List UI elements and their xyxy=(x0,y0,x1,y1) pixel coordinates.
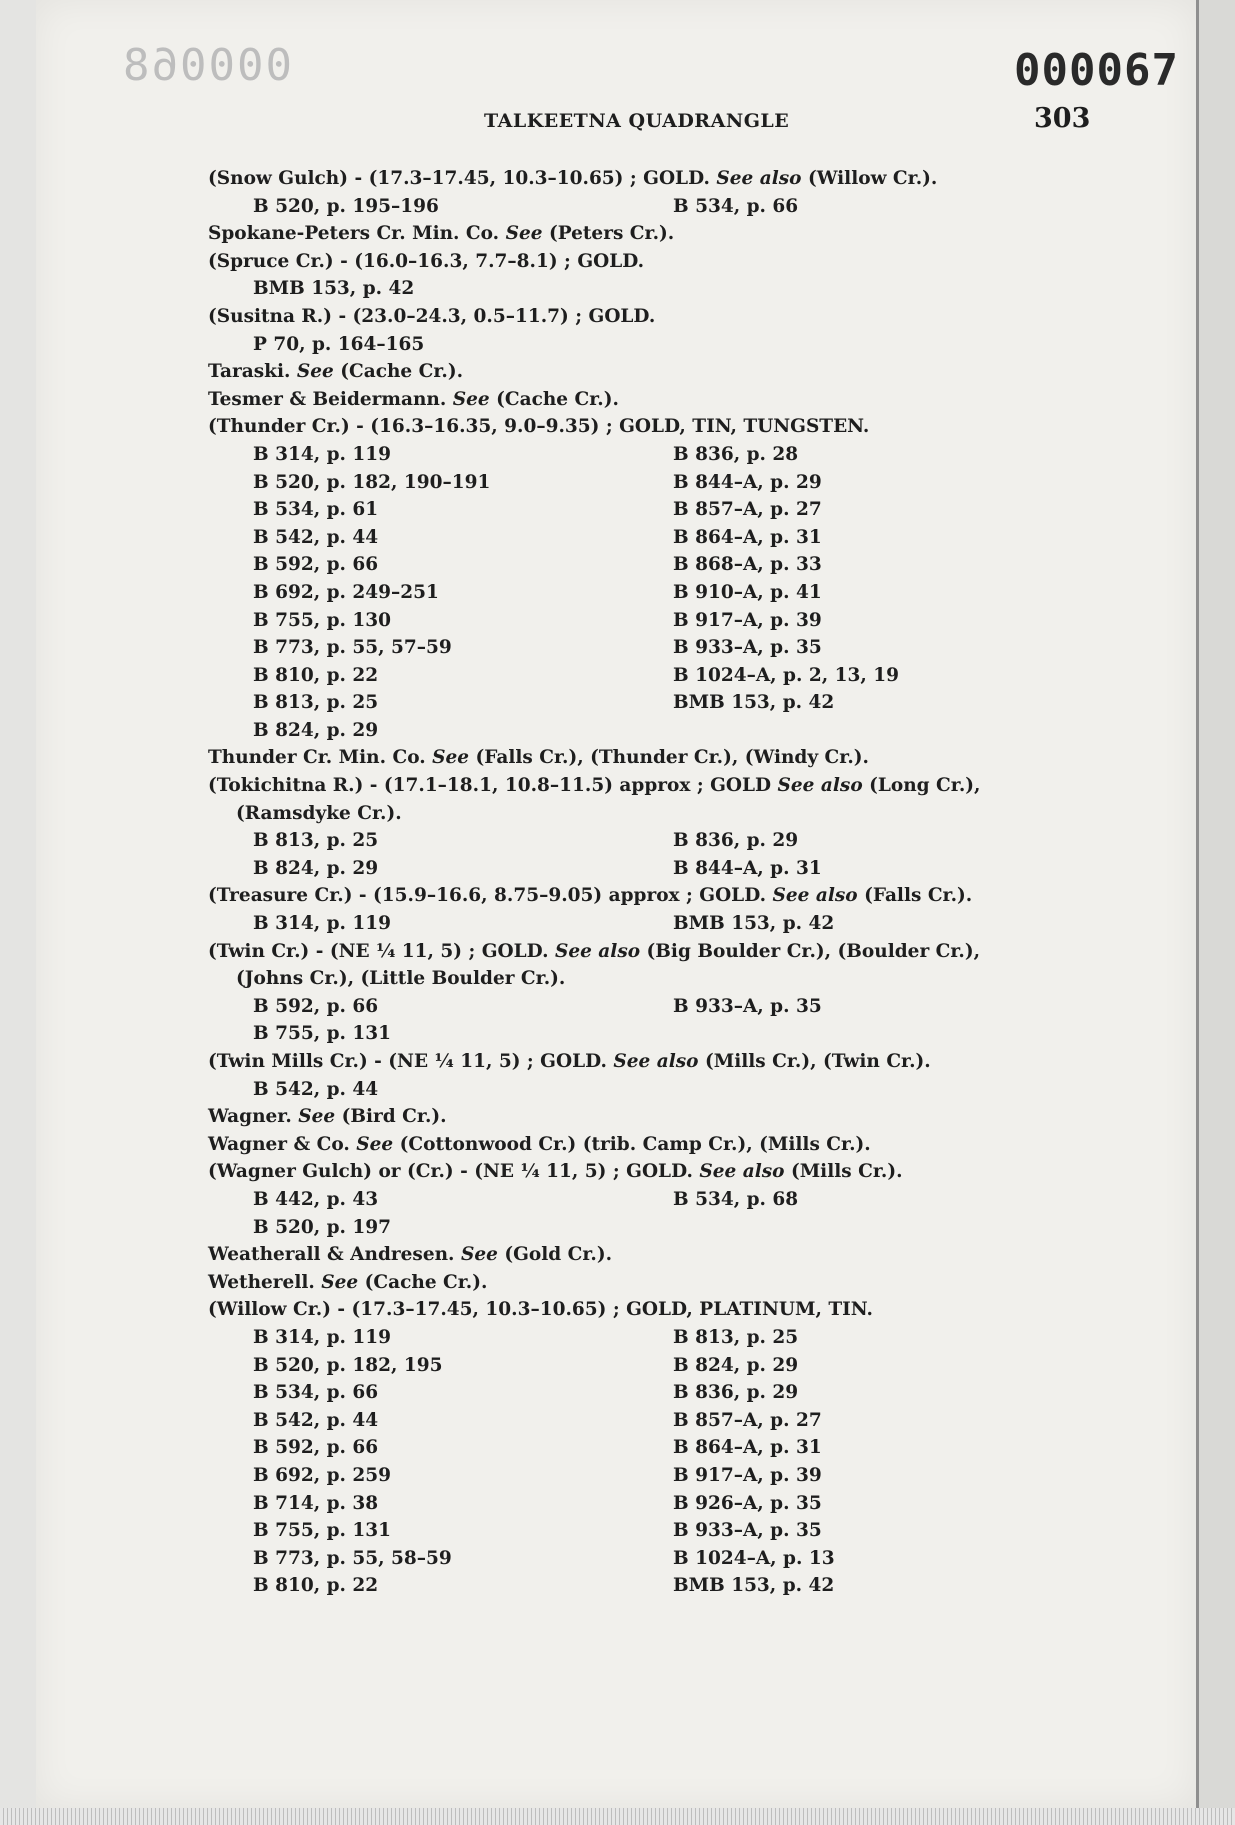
entry-heading xyxy=(208,1296,1108,1324)
bibliographic-reference: B 542, p. 44 xyxy=(253,1078,379,1100)
entry-title: Tesmer & Beidermann. xyxy=(208,388,447,410)
bibliographic-reference: B 534, p. 61 xyxy=(253,499,379,521)
cross-reference: (Gold Cr.). xyxy=(504,1244,613,1266)
index-entry xyxy=(208,413,1108,744)
index-entry xyxy=(208,938,1108,1048)
bibliographic-reference: B 773, p. 55, 58–59 xyxy=(253,1547,452,1569)
entry-title: Thunder Cr. Min. Co. xyxy=(208,747,426,769)
bibliographic-reference: B 314, p. 119 xyxy=(253,1326,392,1348)
index-entry xyxy=(208,772,1108,882)
bibliographic-reference: BMB 153, p. 42 xyxy=(253,278,415,300)
cross-reference: (Peters Cr.). xyxy=(548,223,675,245)
index-entry xyxy=(208,1269,1108,1297)
page-stamp: 000067 xyxy=(1014,45,1179,96)
bibliographic-reference: B 1024–A, p. 13 xyxy=(673,1547,835,1569)
bibliographic-reference: B 864–A, p. 31 xyxy=(673,526,822,548)
bibliographic-reference: BMB 153, p. 42 xyxy=(673,692,835,714)
bibliographic-reference: B 857–A, p. 27 xyxy=(673,499,822,521)
bibliographic-reference: B 910–A, p. 41 xyxy=(673,581,822,603)
index-entry xyxy=(208,220,1108,248)
entry-heading xyxy=(208,165,1108,193)
index-entries xyxy=(208,165,1108,1600)
bibliographic-reference: B 926–A, p. 35 xyxy=(673,1492,822,1514)
index-entry xyxy=(208,1048,1108,1103)
bibliographic-reference: B 824, p. 29 xyxy=(673,1354,799,1376)
see-reference: See also xyxy=(777,775,863,797)
bibliographic-reference xyxy=(673,717,1093,745)
running-head: TALKEETNA QUADRANGLE xyxy=(484,110,790,132)
bibliographic-reference: B 534, p. 68 xyxy=(673,1188,799,1210)
see-reference: See xyxy=(432,747,470,769)
cross-reference: (Falls Cr.), (Thunder Cr.), (Windy Cr.). xyxy=(475,747,869,769)
entry-heading xyxy=(208,1103,1108,1131)
index-entry xyxy=(208,1241,1108,1269)
entry-title: Wetherell. xyxy=(208,1271,315,1293)
reference-list xyxy=(208,275,1108,303)
see-reference: See xyxy=(298,1106,336,1128)
index-entry xyxy=(208,744,1108,772)
bibliographic-reference: B 836, p. 29 xyxy=(673,1382,799,1404)
see-reference: See xyxy=(296,361,334,383)
index-entry xyxy=(208,358,1108,386)
bibliographic-reference: B 314, p. 119 xyxy=(253,443,392,465)
entry-title: (Treasure Cr.) - (15.9–16.6, 8.75–9.05) approx ; GOLD. xyxy=(208,885,767,907)
entry-title: (Susitna R.) - (23.0–24.3, 0.5–11.7) ; GOLD. xyxy=(208,305,656,327)
entry-heading xyxy=(208,1048,1108,1076)
page-number: 303 xyxy=(1034,103,1091,134)
bibliographic-reference: BMB 153, p. 42 xyxy=(673,913,835,935)
bibliographic-reference: B 813, p. 25 xyxy=(253,830,379,852)
index-entry xyxy=(208,1158,1108,1241)
bibliographic-reference: B 836, p. 28 xyxy=(673,443,799,465)
bibliographic-reference: B 755, p. 130 xyxy=(253,609,392,631)
index-entry xyxy=(208,165,1108,220)
see-reference: See also xyxy=(613,1051,699,1072)
entry-title: Wagner & Co. xyxy=(208,1133,350,1155)
bibliographic-reference: B 542, p. 44 xyxy=(253,1409,379,1431)
see-reference: See xyxy=(452,388,490,410)
bibliographic-reference: P 70, p. 164–165 xyxy=(253,333,425,355)
entry-heading xyxy=(208,303,1108,331)
bibliographic-reference: B 824, p. 29 xyxy=(253,719,379,741)
bibliographic-reference: B 520, p. 182, 190–191 xyxy=(253,471,491,493)
cross-reference: (Cache Cr.). xyxy=(364,1271,488,1293)
bibliographic-reference: B 810, p. 22 xyxy=(253,1575,379,1597)
entry-heading xyxy=(208,882,1108,910)
entry-heading xyxy=(208,1158,1108,1186)
index-entry xyxy=(208,882,1108,937)
entry-heading xyxy=(208,220,1108,248)
entry-title: (Tokichitna R.) - (17.1–18.1, 10.8–11.5) approx ; GOLD xyxy=(208,775,772,797)
entry-title: (Spruce Cr.) - (16.0–16.3, 7.7–8.1) ; GOLD. xyxy=(208,250,645,272)
bibliographic-reference: B 592, p. 66 xyxy=(253,554,379,576)
entry-heading xyxy=(208,938,1108,966)
entry-heading xyxy=(208,386,1108,414)
cross-reference: (Bird Cr.). xyxy=(341,1106,447,1128)
bibliographic-reference: B 534, p. 66 xyxy=(253,1382,379,1404)
index-entry xyxy=(208,1131,1108,1159)
bibliographic-reference xyxy=(673,1214,1093,1242)
reference-list xyxy=(208,1324,1108,1600)
index-entry xyxy=(208,1103,1108,1131)
bibliographic-reference: B 520, p. 197 xyxy=(253,1216,392,1238)
entry-title: (Willow Cr.) - (17.3–17.45, 10.3–10.65) ; GOLD, PLATINUM, TIN. xyxy=(208,1299,873,1321)
cross-reference: (Willow Cr.). xyxy=(807,168,938,189)
entry-heading xyxy=(208,772,1108,800)
reference-list xyxy=(208,331,1108,359)
bibliographic-reference: B 933–A, p. 35 xyxy=(673,995,822,1017)
entry-heading xyxy=(208,744,1108,772)
bibliographic-reference xyxy=(673,1020,1093,1048)
bibliographic-reference: B 857–A, p. 27 xyxy=(673,1409,822,1431)
bibliographic-reference: B 592, p. 66 xyxy=(253,1437,379,1459)
entry-continuation: (Ramsdyke Cr.). xyxy=(236,802,402,824)
reference-list xyxy=(208,193,1108,221)
bibliographic-reference: B 520, p. 195–196 xyxy=(253,195,439,217)
ghost-page-stamp: 000068 xyxy=(121,40,292,91)
cross-reference: (Cache Cr.). xyxy=(496,388,619,410)
entry-title: Spokane-Peters Cr. Min. Co. xyxy=(208,223,500,245)
bibliographic-reference: B 917–A, p. 39 xyxy=(673,609,822,631)
scan-bottom-edge xyxy=(0,1808,1235,1825)
entry-title: (Twin Cr.) - (NE ¼ 11, 5) ; GOLD. xyxy=(208,940,549,962)
bibliographic-reference: B 692, p. 259 xyxy=(253,1464,392,1486)
bibliographic-reference: B 864–A, p. 31 xyxy=(673,1437,822,1459)
entry-heading xyxy=(208,1269,1108,1297)
bibliographic-reference: B 1024–A, p. 2, 13, 19 xyxy=(673,664,899,686)
bibliographic-reference: B 844–A, p. 29 xyxy=(673,471,822,493)
bibliographic-reference: B 755, p. 131 xyxy=(253,1023,392,1045)
index-entry xyxy=(208,303,1108,358)
see-reference: See xyxy=(505,223,543,245)
see-reference: See xyxy=(321,1271,359,1293)
entry-heading xyxy=(208,1131,1108,1159)
reference-list xyxy=(208,993,1108,1048)
cross-reference: (Cache Cr.). xyxy=(340,361,464,383)
entry-title: (Snow Gulch) - (17.3–17.45, 10.3–10.65) ; GOLD. xyxy=(208,168,710,189)
cross-reference: (Long Cr.), xyxy=(869,775,981,797)
entry-title: Weatherall & Andresen. xyxy=(208,1244,455,1266)
see-reference: See xyxy=(356,1133,394,1155)
bibliographic-reference: B 824, p. 29 xyxy=(253,857,379,879)
bibliographic-reference: B 542, p. 44 xyxy=(253,526,379,548)
bibliographic-reference: B 442, p. 43 xyxy=(253,1188,379,1210)
see-reference: See also xyxy=(699,1161,785,1183)
entry-title: (Thunder Cr.) - (16.3–16.35, 9.0–9.35) ; GOLD, TIN, TUNGSTEN. xyxy=(208,416,870,438)
bibliographic-reference: B 592, p. 66 xyxy=(253,995,379,1017)
bibliographic-reference: B 868–A, p. 33 xyxy=(673,554,822,576)
index-entry xyxy=(208,248,1108,303)
entry-title: (Twin Mills Cr.) - (NE ¼ 11, 5) ; GOLD. xyxy=(208,1051,607,1072)
entry-continuation: (Johns Cr.), (Little Boulder Cr.). xyxy=(236,968,566,990)
index-entry xyxy=(208,386,1108,414)
bibliographic-reference: B 836, p. 29 xyxy=(673,830,799,852)
entry-heading xyxy=(208,358,1108,386)
see-reference: See also xyxy=(772,885,858,907)
cross-reference: (Big Boulder Cr.), (Boulder Cr.), xyxy=(646,940,981,962)
reference-list xyxy=(208,1076,1108,1104)
reference-list xyxy=(208,1186,1108,1241)
bibliographic-reference: B 917–A, p. 39 xyxy=(673,1464,822,1486)
bibliographic-reference: B 714, p. 38 xyxy=(253,1492,379,1514)
entry-heading xyxy=(208,413,1108,441)
cross-reference: (Cottonwood Cr.) (trib. Camp Cr.), (Mills Cr.). xyxy=(399,1133,871,1155)
cross-reference: (Mills Cr.). xyxy=(790,1161,903,1183)
cross-reference: (Mills Cr.), (Twin Cr.). xyxy=(704,1051,931,1072)
bibliographic-reference: B 755, p. 131 xyxy=(253,1520,392,1542)
entry-title: Wagner. xyxy=(208,1106,292,1128)
bibliographic-reference: B 813, p. 25 xyxy=(673,1326,799,1348)
reference-list xyxy=(208,910,1108,938)
bibliographic-reference: B 810, p. 22 xyxy=(253,664,379,686)
cross-reference: (Falls Cr.). xyxy=(864,885,973,907)
bibliographic-reference: BMB 153, p. 42 xyxy=(673,1575,835,1597)
scan-left-margin xyxy=(0,0,36,1808)
reference-list xyxy=(208,441,1108,745)
bibliographic-reference: B 692, p. 249–251 xyxy=(253,581,439,603)
see-reference: See also xyxy=(554,940,641,962)
bibliographic-reference xyxy=(673,331,1093,359)
document-page xyxy=(36,0,1199,1808)
bibliographic-reference: B 933–A, p. 35 xyxy=(673,1520,822,1542)
entry-title: Taraski. xyxy=(208,361,291,383)
bibliographic-reference xyxy=(673,275,1093,303)
see-reference: See xyxy=(460,1244,498,1266)
bibliographic-reference: B 520, p. 182, 195 xyxy=(253,1354,443,1376)
index-entry xyxy=(208,1296,1108,1600)
entry-heading xyxy=(208,1241,1108,1269)
see-reference: See also xyxy=(716,168,802,189)
bibliographic-reference: B 813, p. 25 xyxy=(253,692,379,714)
entry-title: (Wagner Gulch) or (Cr.) - (NE ¼ 11, 5) ; GOLD. xyxy=(208,1161,693,1183)
bibliographic-reference: B 314, p. 119 xyxy=(253,913,392,935)
bibliographic-reference: B 844–A, p. 31 xyxy=(673,857,822,879)
bibliographic-reference: B 773, p. 55, 57–59 xyxy=(253,637,452,659)
bibliographic-reference: B 534, p. 66 xyxy=(673,195,799,217)
entry-heading xyxy=(208,248,1108,276)
bibliographic-reference xyxy=(673,1076,1093,1104)
bibliographic-reference: B 933–A, p. 35 xyxy=(673,637,822,659)
reference-list xyxy=(208,827,1108,882)
